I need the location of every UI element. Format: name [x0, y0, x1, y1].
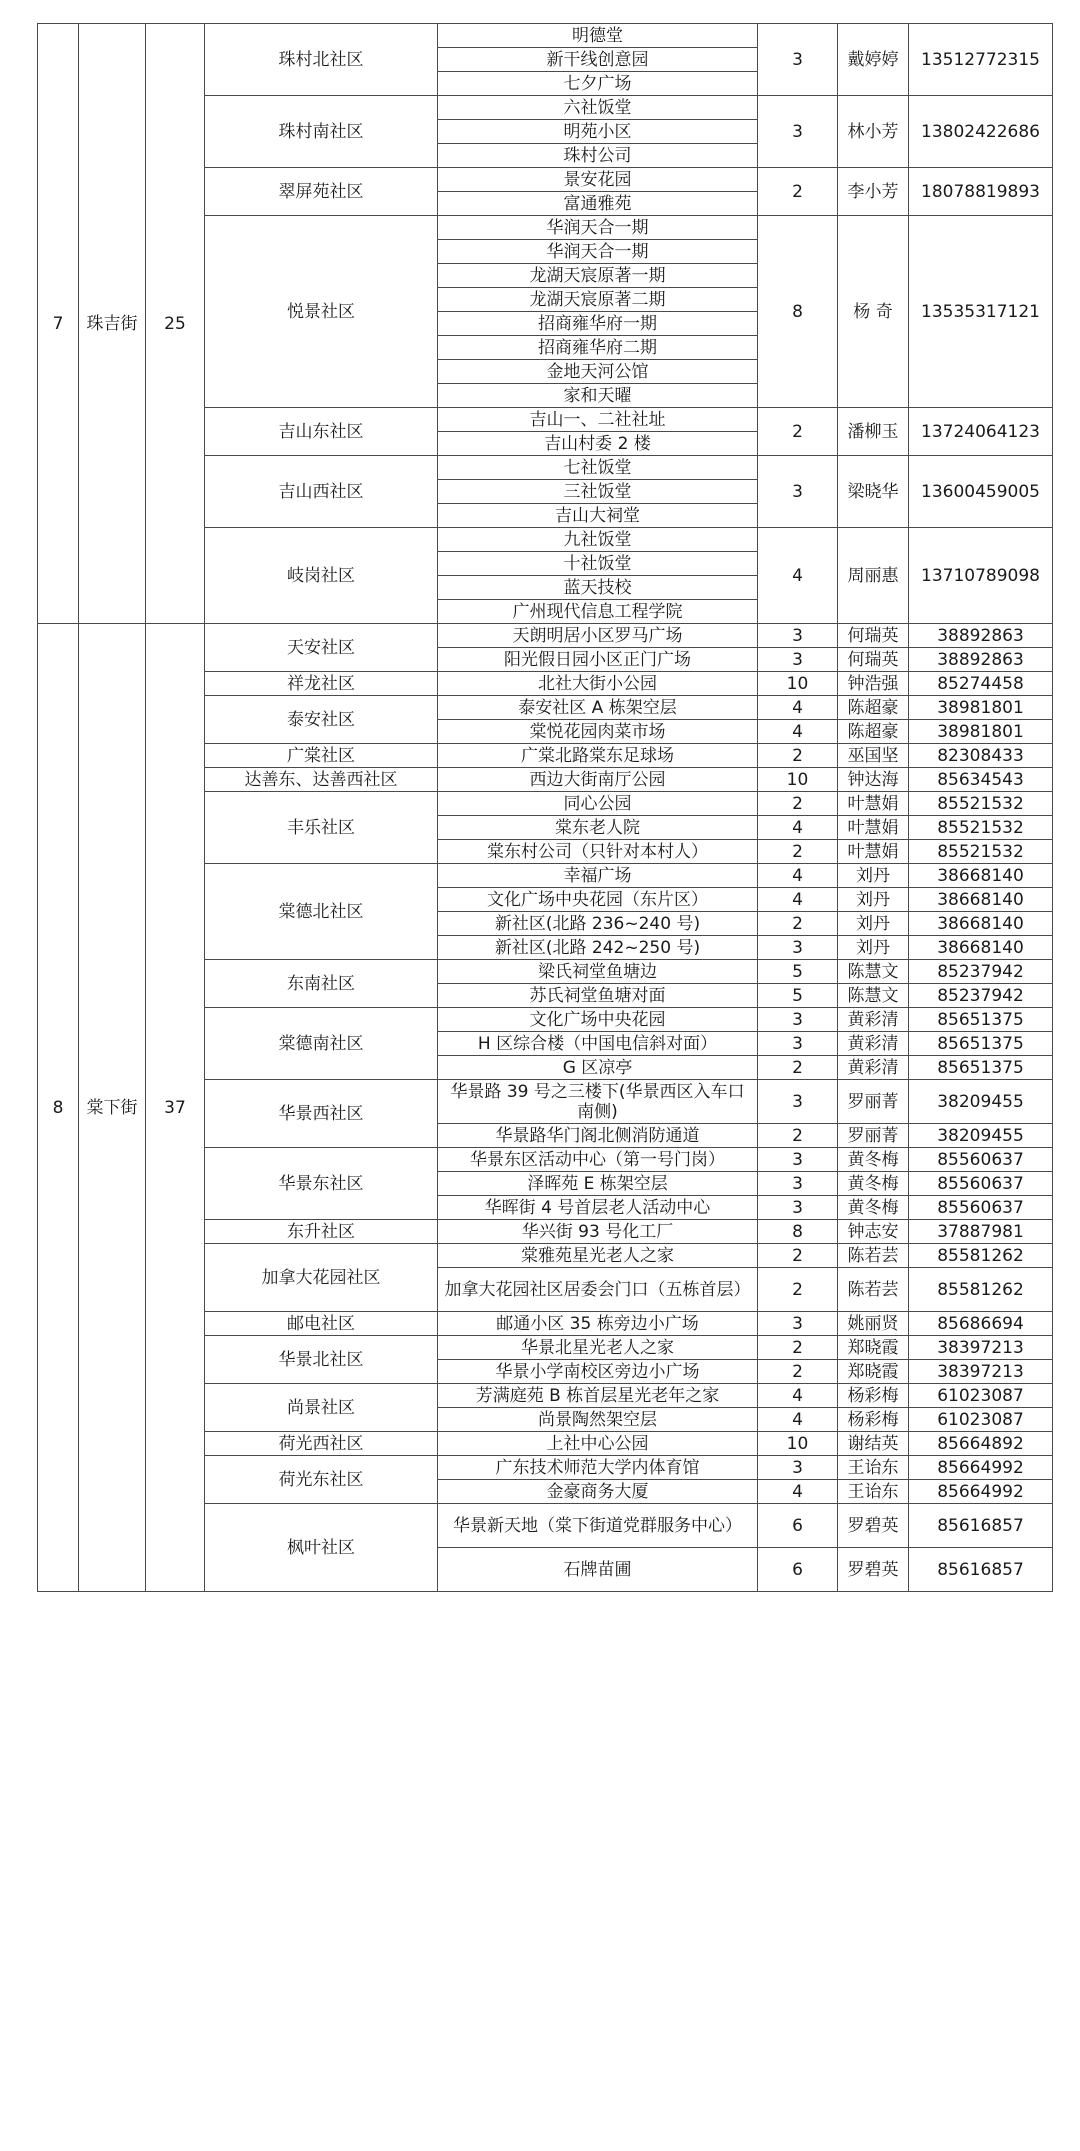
cell-phone: 85560637	[909, 1172, 1053, 1196]
cell-site: 邮通小区 35 栋旁边小广场	[438, 1312, 758, 1336]
cell-count: 4	[758, 1384, 838, 1408]
cell-count: 3	[758, 1456, 838, 1480]
cell-phone: 85560637	[909, 1148, 1053, 1172]
cell-contact: 杨彩梅	[838, 1408, 909, 1432]
cell-site: 华润天合一期	[438, 240, 758, 264]
cell-phone: 38397213	[909, 1336, 1053, 1360]
cell-site: 六社饭堂	[438, 96, 758, 120]
cell-phone: 85651375	[909, 1008, 1053, 1032]
cell-site: 幸福广场	[438, 864, 758, 888]
cell-site: 华景北星光老人之家	[438, 1336, 758, 1360]
cell-phone: 85581262	[909, 1244, 1053, 1268]
cell-phone: 13535317121	[909, 216, 1053, 408]
cell-count: 5	[758, 960, 838, 984]
table-row	[38, 624, 1053, 648]
cell-phone: 38209455	[909, 1124, 1053, 1148]
cell-count: 3	[758, 1312, 838, 1336]
cell-phone: 85664992	[909, 1456, 1053, 1480]
cell-site: 棠雅苑星光老人之家	[438, 1244, 758, 1268]
cell-community: 荷光西社区	[205, 1432, 438, 1456]
cell-count: 10	[758, 672, 838, 696]
cell-phone: 82308433	[909, 744, 1053, 768]
cell-count: 2	[758, 1124, 838, 1148]
cell-contact: 潘柳玉	[838, 408, 909, 456]
cell-site: 新干线创意园	[438, 48, 758, 72]
cell-contact: 黄冬梅	[838, 1148, 909, 1172]
cell-site: 梁氏祠堂鱼塘边	[438, 960, 758, 984]
cell-site: 天朗明居小区罗马广场	[438, 624, 758, 648]
cell-contact: 陈超豪	[838, 720, 909, 744]
cell-contact: 叶慧娟	[838, 816, 909, 840]
cell-phone: 13710789098	[909, 528, 1053, 624]
cell-site: 招商雍华府一期	[438, 312, 758, 336]
cell-site: 明德堂	[438, 24, 758, 48]
cell-phone: 85616857	[909, 1504, 1053, 1548]
cell-contact: 钟达海	[838, 768, 909, 792]
cell-site: 华兴街 93 号化工厂	[438, 1220, 758, 1244]
cell-site: 华润天合一期	[438, 216, 758, 240]
cell-contact: 何瑞英	[838, 648, 909, 672]
cell-site: 棠东村公司（只针对本村人）	[438, 840, 758, 864]
table-row	[38, 24, 1053, 48]
cell-phone: 61023087	[909, 1408, 1053, 1432]
cell-site: 石牌苗圃	[438, 1548, 758, 1592]
cell-community: 荷光东社区	[205, 1456, 438, 1504]
cell-contact: 姚丽贤	[838, 1312, 909, 1336]
cell-site: 华景东区活动中心（第一号门岗）	[438, 1148, 758, 1172]
cell-site: 新社区(北路 236~240 号)	[438, 912, 758, 936]
cell-site: 龙湖天宸原著一期	[438, 264, 758, 288]
cell-site: 加拿大花园社区居委会门口（五栋首层）	[438, 1268, 758, 1312]
cell-community: 棠德北社区	[205, 864, 438, 960]
cell-site: 富通雅苑	[438, 192, 758, 216]
cell-site: 华晖街 4 号首层老人活动中心	[438, 1196, 758, 1220]
cell-site: 七夕广场	[438, 72, 758, 96]
cell-community: 东南社区	[205, 960, 438, 1008]
cell-phone: 38892863	[909, 624, 1053, 648]
cell-contact: 戴婷婷	[838, 24, 909, 96]
cell-contact: 梁晓华	[838, 456, 909, 528]
cell-count: 4	[758, 864, 838, 888]
cell-count: 6	[758, 1548, 838, 1592]
cell-contact: 巫国坚	[838, 744, 909, 768]
cell-community: 东升社区	[205, 1220, 438, 1244]
cell-count: 2	[758, 1336, 838, 1360]
cell-count: 4	[758, 528, 838, 624]
cell-number: 7	[38, 24, 79, 624]
cell-site: 华景新天地（棠下街道党群服务中心）	[438, 1504, 758, 1548]
cell-site: 三社饭堂	[438, 480, 758, 504]
cell-count: 3	[758, 1032, 838, 1056]
cell-count: 5	[758, 984, 838, 1008]
cell-count: 2	[758, 408, 838, 456]
cell-count: 4	[758, 816, 838, 840]
cell-phone: 85651375	[909, 1032, 1053, 1056]
cell-site: 景安花园	[438, 168, 758, 192]
cell-contact: 叶慧娟	[838, 792, 909, 816]
cell-contact: 刘丹	[838, 888, 909, 912]
cell-phone: 13600459005	[909, 456, 1053, 528]
cell-community: 华景西社区	[205, 1080, 438, 1148]
cell-phone: 13512772315	[909, 24, 1053, 96]
cell-community: 翠屏苑社区	[205, 168, 438, 216]
cell-count: 3	[758, 624, 838, 648]
cell-count: 2	[758, 1244, 838, 1268]
cell-count: 10	[758, 768, 838, 792]
cell-count: 3	[758, 648, 838, 672]
cell-contact: 何瑞英	[838, 624, 909, 648]
cell-community: 华景东社区	[205, 1148, 438, 1220]
cell-site: 芳满庭苑 B 栋首层星光老年之家	[438, 1384, 758, 1408]
cell-community: 泰安社区	[205, 696, 438, 744]
cell-phone: 38668140	[909, 936, 1053, 960]
cell-site: 吉山村委 2 楼	[438, 432, 758, 456]
cell-contact: 杨 奇	[838, 216, 909, 408]
cell-contact: 罗碧英	[838, 1548, 909, 1592]
cell-phone: 85664892	[909, 1432, 1053, 1456]
cell-count: 8	[758, 216, 838, 408]
cell-number: 8	[38, 624, 79, 1592]
cell-phone: 38397213	[909, 1360, 1053, 1384]
cell-community: 尚景社区	[205, 1384, 438, 1432]
cell-community: 珠村南社区	[205, 96, 438, 168]
cell-phone: 85274458	[909, 672, 1053, 696]
registration-sites-table	[37, 23, 1053, 1592]
cell-phone: 38668140	[909, 912, 1053, 936]
cell-count: 4	[758, 888, 838, 912]
cell-count: 4	[758, 696, 838, 720]
cell-site: 十社饭堂	[438, 552, 758, 576]
cell-contact: 钟志安	[838, 1220, 909, 1244]
cell-contact: 郑晓霞	[838, 1360, 909, 1384]
cell-community: 广棠社区	[205, 744, 438, 768]
cell-site: 金地天河公馆	[438, 360, 758, 384]
cell-site: 西边大街南厅公园	[438, 768, 758, 792]
cell-community: 邮电社区	[205, 1312, 438, 1336]
cell-site: 华景路华门阁北侧消防通道	[438, 1124, 758, 1148]
table-body	[38, 24, 1053, 1592]
cell-count: 2	[758, 840, 838, 864]
cell-site: 泽晖苑 E 栋架空层	[438, 1172, 758, 1196]
cell-site: 阳光假日园小区正门广场	[438, 648, 758, 672]
cell-community: 吉山东社区	[205, 408, 438, 456]
cell-contact: 罗丽菁	[838, 1124, 909, 1148]
cell-contact: 谢结英	[838, 1432, 909, 1456]
cell-phone: 85581262	[909, 1268, 1053, 1312]
cell-count: 3	[758, 24, 838, 96]
cell-phone: 38892863	[909, 648, 1053, 672]
cell-contact: 杨彩梅	[838, 1384, 909, 1408]
cell-site: 同心公园	[438, 792, 758, 816]
cell-contact: 刘丹	[838, 912, 909, 936]
cell-contact: 陈慧文	[838, 984, 909, 1008]
cell-count: 4	[758, 1480, 838, 1504]
cell-contact: 黄彩清	[838, 1032, 909, 1056]
cell-count: 6	[758, 1504, 838, 1548]
cell-site: 尚景陶然架空层	[438, 1408, 758, 1432]
cell-community: 悦景社区	[205, 216, 438, 408]
cell-count: 3	[758, 1148, 838, 1172]
cell-count: 2	[758, 792, 838, 816]
cell-contact: 黄冬梅	[838, 1172, 909, 1196]
cell-site: 棠东老人院	[438, 816, 758, 840]
cell-contact: 李小芳	[838, 168, 909, 216]
cell-site: 新社区(北路 242~250 号)	[438, 936, 758, 960]
cell-contact: 罗碧英	[838, 1504, 909, 1548]
cell-contact: 陈若芸	[838, 1268, 909, 1312]
cell-site: H 区综合楼（中国电信斜对面）	[438, 1032, 758, 1056]
cell-street: 珠吉街	[79, 24, 146, 624]
cell-site: 棠悦花园肉菜市场	[438, 720, 758, 744]
cell-contact: 周丽惠	[838, 528, 909, 624]
cell-site: 苏氏祠堂鱼塘对面	[438, 984, 758, 1008]
cell-site: 九社饭堂	[438, 528, 758, 552]
cell-phone: 13724064123	[909, 408, 1053, 456]
cell-count: 10	[758, 1432, 838, 1456]
cell-phone: 85521532	[909, 840, 1053, 864]
cell-site: 文化广场中央花园（东片区）	[438, 888, 758, 912]
cell-street: 棠下街	[79, 624, 146, 1592]
cell-contact: 叶慧娟	[838, 840, 909, 864]
cell-phone: 85237942	[909, 960, 1053, 984]
cell-community: 祥龙社区	[205, 672, 438, 696]
cell-contact: 黄冬梅	[838, 1196, 909, 1220]
cell-count: 2	[758, 1360, 838, 1384]
cell-count: 2	[758, 1268, 838, 1312]
cell-community: 天安社区	[205, 624, 438, 672]
cell-phone: 85521532	[909, 792, 1053, 816]
cell-contact: 王诒东	[838, 1480, 909, 1504]
cell-phone: 85634543	[909, 768, 1053, 792]
cell-phone: 85616857	[909, 1548, 1053, 1592]
cell-total: 37	[146, 624, 205, 1592]
cell-site: 吉山大祠堂	[438, 504, 758, 528]
cell-contact: 陈若芸	[838, 1244, 909, 1268]
cell-contact: 王诒东	[838, 1456, 909, 1480]
cell-phone: 85651375	[909, 1056, 1053, 1080]
cell-count: 4	[758, 720, 838, 744]
cell-count: 2	[758, 168, 838, 216]
cell-community: 珠村北社区	[205, 24, 438, 96]
cell-contact: 陈慧文	[838, 960, 909, 984]
cell-phone: 38981801	[909, 696, 1053, 720]
cell-site: 明苑小区	[438, 120, 758, 144]
cell-site: 华景路 39 号之三楼下(华景西区入车口南侧)	[438, 1080, 758, 1124]
cell-contact: 刘丹	[838, 864, 909, 888]
cell-phone: 61023087	[909, 1384, 1053, 1408]
cell-total: 25	[146, 24, 205, 624]
cell-phone: 18078819893	[909, 168, 1053, 216]
cell-count: 3	[758, 456, 838, 528]
cell-phone: 85560637	[909, 1196, 1053, 1220]
cell-phone: 38668140	[909, 864, 1053, 888]
cell-phone: 13802422686	[909, 96, 1053, 168]
cell-site: 华景小学南校区旁边小广场	[438, 1360, 758, 1384]
cell-count: 2	[758, 912, 838, 936]
cell-phone: 37887981	[909, 1220, 1053, 1244]
cell-site: 招商雍华府二期	[438, 336, 758, 360]
cell-community: 加拿大花园社区	[205, 1244, 438, 1312]
cell-phone: 85237942	[909, 984, 1053, 1008]
cell-contact: 陈超豪	[838, 696, 909, 720]
cell-contact: 黄彩清	[838, 1008, 909, 1032]
cell-count: 3	[758, 1196, 838, 1220]
cell-phone: 38668140	[909, 888, 1053, 912]
cell-contact: 刘丹	[838, 936, 909, 960]
cell-site: 上社中心公园	[438, 1432, 758, 1456]
cell-count: 3	[758, 1008, 838, 1032]
cell-count: 3	[758, 1080, 838, 1124]
cell-community: 吉山西社区	[205, 456, 438, 528]
cell-phone: 38209455	[909, 1080, 1053, 1124]
cell-site: 文化广场中央花园	[438, 1008, 758, 1032]
cell-site: 七社饭堂	[438, 456, 758, 480]
cell-contact: 钟浩强	[838, 672, 909, 696]
cell-contact: 林小芳	[838, 96, 909, 168]
cell-site: 家和天曜	[438, 384, 758, 408]
cell-count: 4	[758, 1408, 838, 1432]
cell-phone: 85521532	[909, 816, 1053, 840]
cell-community: 达善东、达善西社区	[205, 768, 438, 792]
cell-site: 龙湖天宸原著二期	[438, 288, 758, 312]
cell-site: 珠村公司	[438, 144, 758, 168]
cell-contact: 黄彩清	[838, 1056, 909, 1080]
cell-count: 2	[758, 744, 838, 768]
cell-community: 枫叶社区	[205, 1504, 438, 1592]
cell-count: 2	[758, 1056, 838, 1080]
cell-site: 金豪商务大厦	[438, 1480, 758, 1504]
cell-count: 3	[758, 936, 838, 960]
cell-site: 广棠北路棠东足球场	[438, 744, 758, 768]
cell-site: 吉山一、二社社址	[438, 408, 758, 432]
cell-community: 岐岗社区	[205, 528, 438, 624]
cell-site: 泰安社区 A 栋架空层	[438, 696, 758, 720]
cell-count: 3	[758, 1172, 838, 1196]
cell-site: 广州现代信息工程学院	[438, 600, 758, 624]
cell-phone: 85664992	[909, 1480, 1053, 1504]
cell-count: 3	[758, 96, 838, 168]
cell-site: G 区凉亭	[438, 1056, 758, 1080]
cell-community: 华景北社区	[205, 1336, 438, 1384]
cell-site: 蓝天技校	[438, 576, 758, 600]
cell-site: 北社大街小公园	[438, 672, 758, 696]
cell-community: 棠德南社区	[205, 1008, 438, 1080]
cell-count: 8	[758, 1220, 838, 1244]
cell-contact: 罗丽菁	[838, 1080, 909, 1124]
cell-phone: 38981801	[909, 720, 1053, 744]
cell-site: 广东技术师范大学内体育馆	[438, 1456, 758, 1480]
cell-phone: 85686694	[909, 1312, 1053, 1336]
cell-community: 丰乐社区	[205, 792, 438, 864]
cell-contact: 郑晓霞	[838, 1336, 909, 1360]
